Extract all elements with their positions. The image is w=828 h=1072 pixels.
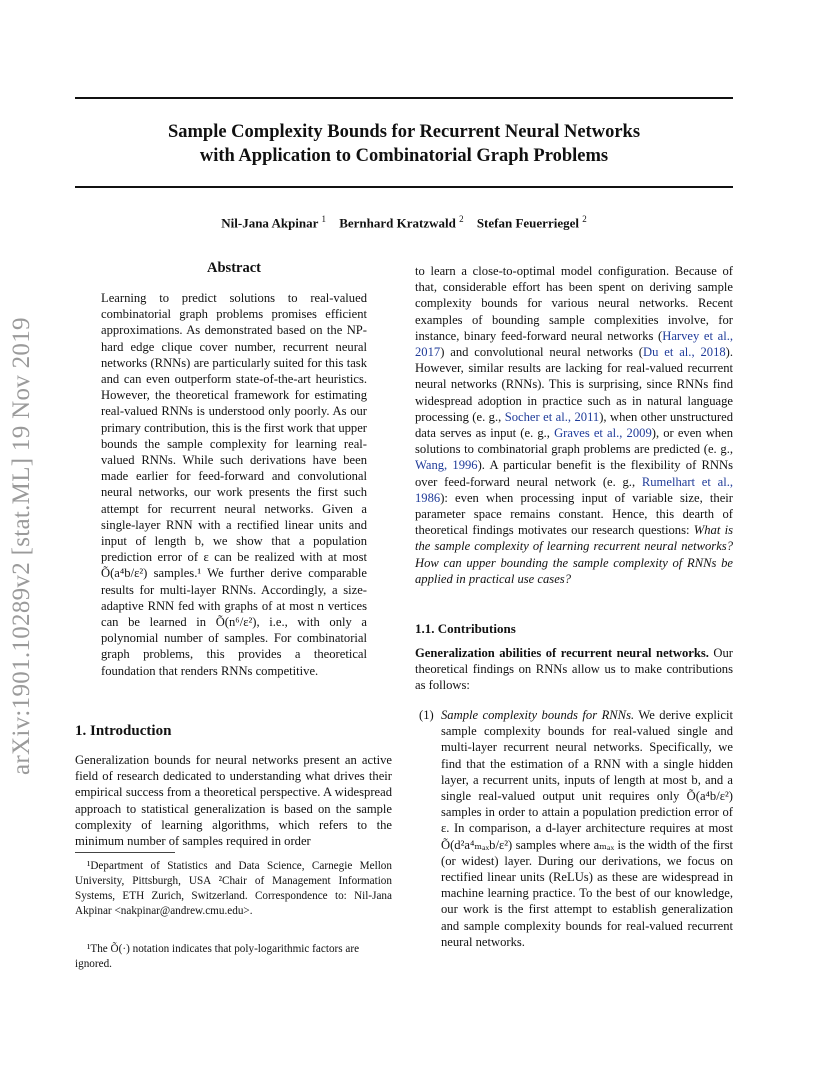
citation-link[interactable]: Wang, 1996 [415,458,478,473]
item-number: (1) [419,708,434,722]
item-title: Sample complexity bounds for RNNs. [441,708,635,722]
citation-link[interactable]: Du et al., 2018 [643,345,726,360]
top-rule [75,97,733,99]
author-affiliation: 2 [459,214,464,224]
introduction-text: Generalization bounds for neural networks present an active field of research dedicated to understanding what drives their empirical success from a theoretical perspective. A widespread approach to statistical generalization is based on the sample complexity of learning algorithms, which refers to the minimum number of samples required in order [75,753,392,849]
paper-title [75,120,733,168]
right-column-paragraph [415,263,733,587]
title-bottom-rule [75,186,733,188]
author-name: Bernhard Kratzwald [339,215,456,231]
citation-link[interactable]: Socher et al., 2011 [504,409,600,424]
author-list [75,214,733,231]
section-heading-introduction: 1. Introduction [75,723,172,739]
author-affiliation: 2 [582,214,587,224]
footnote-affiliations: ¹Department of Statistics and Data Science, Carnegie Mellon University, Pittsburgh, USA ²Chair of Management Information Systems, ETH Zurich, Switzerland. Correspondence to: Nil-Jana Akpinar <nakpinar@andrew.cmu.edu>. [75,860,392,917]
citation-link[interactable]: Graves et al., 2009 [554,426,652,441]
arxiv-identifier: arXiv:1901.10289v2 [stat.ML] 19 Nov 2019 [8,317,35,775]
citation-link[interactable]: Rumelhart et al., 1986 [415,474,733,505]
paragraph-text: ), when other unstructured data serves as input (e. g., [415,409,733,441]
author-affiliation: 1 [321,214,326,224]
citation-link[interactable]: Harvey et al., 2017 [415,328,733,360]
research-question: What is the sample complexity of learning recurrent neural networks? How can upper bounding the sample complexity of RNNs be applied in practical use cases? [415,523,733,586]
paragraph-lead: Generalization abilities of recurrent neural networks. [415,646,709,660]
paragraph-text: ) and convolutional neural networks ( [440,345,643,360]
title-line-1: Sample Complexity Bounds for Recurrent Neural Networks [167,122,641,142]
footnote-rule [75,852,175,853]
paragraph-text: ), or even when solutions to combinatorial graph problems are predicted (e. g., [415,426,733,457]
item-text: We derive explicit sample complexity bounds for real-valued single and multi-layer recurrent neural networks. Specifically, we find that the estimation of a RNN with a single hidden layer, a recurrent units, inputs of length at most b, and a single real-valued output unit requires only Õ(a⁴b/ε²) samples in order to attain a population prediction error of ε. In comparison, a d-layer architecture requires at most Õ(d²a⁴ₘₐₓb/ε²) samples where aₘₐₓ is the width of the first (or widest) layer. During our derivations, we focus on rectified linear units (ReLUs) as these are widespread in machine learning practice. To the best of our knowledge, our work is the first attempt to establish generalization and sample complexity bounds for real-valued recurrent neural networks. [441,708,734,949]
contribution-item [415,707,733,950]
title-line-2: with Application to Combinatorial Graph Problems [199,146,609,166]
paragraph-text: ). However, similar results are lacking for real-valued recurrent neural networks (RNNs). This is surprising, since RNNs find widespread adoption in practice such as in natural language processing (e. g., [415,345,734,424]
section-heading-contributions: 1.1. Contributions [415,621,516,636]
abstract-heading: Abstract [207,260,261,276]
paragraph-text: ). A particular benefit is the flexibility of RNNs over feed-forward neural network (e. g., [415,458,733,489]
abstract-text: Learning to predict solutions to real-valued combinatorial graph problems promises efficient approximations. As demonstrated based on the NP-hard edge clique cover number, recurrent neural networks (RNNs) are particularly suited for this task and can even outperform state-of-the-art heuristics. However, the theoretical framework for estimating real-valued RNNs is understood only poorly. As our primary contribution, this is the first work that upper bounds the sample complexity for learning real-valued RNNs. While such derivations have been made earlier for feed-forward and convolutional neural networks, our work presents the first such attempt for recurrent neural networks. Given a single-layer RNN with a rectified linear units and input of length b, we show that a population prediction error of ε can be realized with at most Õ(a⁴b/ε²) samples.¹ We further derive comparable results for multi-layer RNNs. Accordingly, a size-adaptive RNN fed with graphs of at most n vertices can be learned in Õ(n⁶/ε²), i.e., with only a polynomial number of samples. For combinatorial graph problems, this provides a theoretical foundation that renders RNNs competitive. [101,291,367,678]
author-name: Stefan Feuerriegel [476,215,579,231]
author-name: Nil-Jana Akpinar [221,215,319,231]
footnote-notation: ¹The Õ(·) notation indicates that poly-logarithmic factors are ignored. [75,943,360,970]
generalization-paragraph [415,645,733,694]
paragraph-text: to learn a close-to-optimal model configuration. Because of that, considerable effort has been spent on deriving sample complexity bounds for various neural networks. Recent examples of bounding sample complexities involve, for instance, binary feed-forward neural networks ( [415,264,733,343]
paragraph-text: Our theoretical findings on RNNs allow us to make contributions as follows: [415,646,733,693]
paragraph-text: ): even when processing input of variable size, their parameter space remains constant. Hence, this dearth of theoretical findings motivates our research questions: [415,490,733,538]
